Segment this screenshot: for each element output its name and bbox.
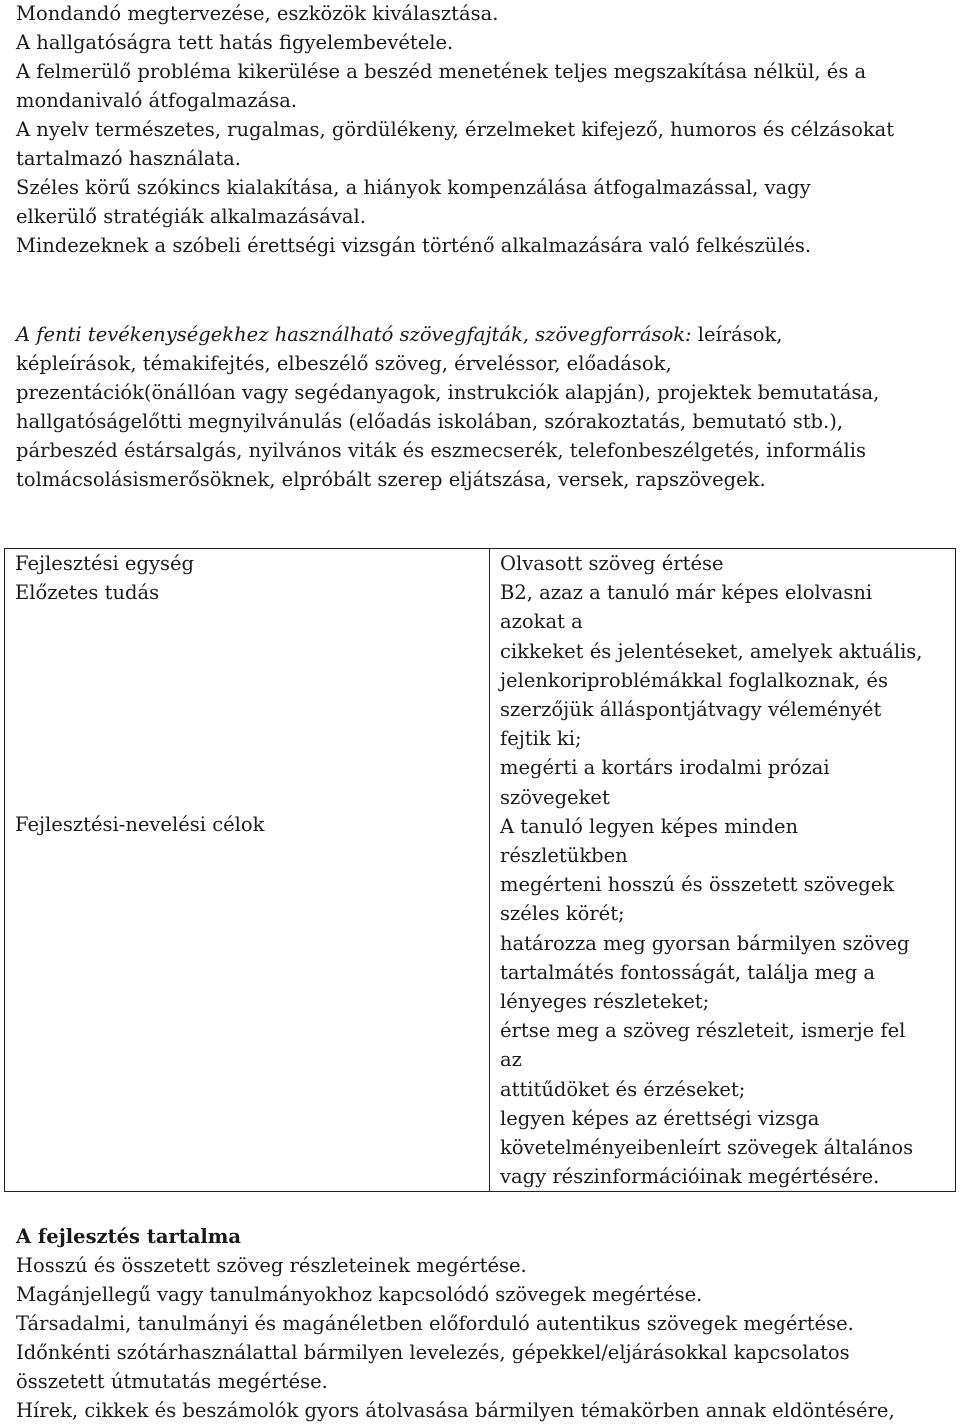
goal-line: széles körét;	[500, 902, 625, 926]
goal-line: attitűdöket és érzéseket;	[500, 1077, 746, 1101]
content-line: Társadalmi, tanulmányi és magánéletben előforduló autentikus szövegek megértése.	[16, 1312, 854, 1335]
prior-knowledge-line: szövegeket	[500, 785, 610, 809]
content-line: Időnkénti szótárhasználattal bármilyen levelezés, gépekkel/eljárásokkal kapcsolatos	[16, 1341, 850, 1364]
prior-knowledge-line: jelenkoriproblémákkal foglalkoznak, és	[500, 668, 888, 692]
section-heading: A fejlesztés tartalma	[16, 1225, 242, 1248]
goal-line: értse meg a szöveg részleteit, ismerje fel	[500, 1019, 906, 1043]
intro-line: Széles körű szókincs kialakítása, a hiányok kompenzálása átfogalmazással, vagy	[16, 176, 811, 199]
intro-line: elkerülő stratégiák alkalmazásával.	[16, 205, 366, 228]
content-line: összetett útmutatás megértése.	[16, 1370, 328, 1393]
goal-line: határozza meg gyorsan bármilyen szöveg	[500, 931, 910, 955]
content-line: Hosszú és összetett szöveg részleteinek megértése.	[16, 1254, 527, 1277]
text-sources-first-line	[16, 320, 956, 349]
text-sources-line: képleírások, témakifejtés, elbeszélő szöveg, érveléssor, előadások,	[16, 352, 672, 375]
content-section	[16, 1222, 956, 1425]
table-row	[5, 549, 956, 1192]
goal-line: megérteni hosszú és összetett szövegek	[500, 873, 895, 897]
intro-line: Mindezeknek a szóbeli érettségi vizsgán történő alkalmazására való felkészülés.	[16, 234, 812, 257]
intro-line: Mondandó megtervezése, eszközök kiválasztása.	[16, 2, 499, 25]
unit-value: Olvasott szöveg értése	[500, 552, 724, 575]
goal-line: tartalmátés fontosságát, találja meg a	[500, 960, 876, 984]
goal-line: lényeges részleteket;	[500, 990, 710, 1014]
goal-line: legyen képes az érettségi vizsga	[500, 1106, 820, 1130]
goals-label: Fejlesztési-nevelési célok	[15, 813, 265, 837]
prior-knowledge-line: megérti a kortárs irodalmi prózai	[500, 756, 830, 780]
text-sources-paragraph	[16, 320, 956, 494]
table-cell-content	[490, 549, 956, 1192]
prior-knowledge-line: fejtik ki;	[500, 727, 582, 751]
text-sources-first-rest: leírások,	[691, 323, 783, 346]
intro-paragraph	[16, 0, 956, 260]
goal-line: A tanuló legyen képes minden	[500, 814, 799, 838]
development-table	[4, 548, 956, 1192]
text-sources-line: tolmácsolásismerősöknek, elpróbált szerep eljátszása, versek, rapszövegek.	[16, 468, 766, 491]
text-sources-line: prezentációk(önállóan vagy segédanyagok, instrukciók alapján), projektek bemutatása,	[16, 381, 880, 404]
prior-knowledge-line: B2, azaz a tanuló már képes elolvasni	[500, 581, 873, 605]
goal-line: az	[500, 1048, 522, 1072]
document-page	[16, 0, 956, 494]
intro-line: tartalmazó használata.	[16, 147, 241, 170]
content-line: Hírek, cikkek és beszámolók gyors átolvasása bármilyen témakörben annak eldöntésére,	[16, 1399, 895, 1422]
intro-line: A nyelv természetes, rugalmas, gördülékeny, érzelmeket kifejező, humoros és célzásokat	[16, 118, 895, 141]
table-cell-label	[5, 549, 490, 1192]
prior-knowledge-line: szerzőjük álláspontjátvagy véleményét	[500, 698, 882, 722]
intro-line: A felmerülő probléma kikerülése a beszéd menetének teljes megszakítása nélkül, és a	[16, 60, 867, 83]
goal-line: részletükben	[500, 844, 628, 868]
text-sources-line: hallgatóságelőtti megnyilvánulás (előadás iskolában, szórakoztatás, bemutató stb.),	[16, 410, 844, 433]
intro-line: mondanivaló átfogalmazása.	[16, 89, 298, 112]
unit-label: Fejlesztési egység	[15, 552, 194, 575]
content-line: Magánjellegű vagy tanulmányokhoz kapcsolódó szövegek megértése.	[16, 1283, 703, 1306]
goal-line: vagy részinformációinak megértésére.	[500, 1165, 880, 1189]
text-sources-label: A fenti tevékenységekhez használható szövegfajták, szövegforrások:	[16, 323, 692, 346]
prior-knowledge-line: azokat a	[500, 610, 583, 634]
intro-line: A hallgatóságra tett hatás figyelembevétele.	[16, 31, 454, 54]
prior-knowledge-line: cikkeket és jelentéseket, amelyek aktuális,	[500, 639, 923, 663]
goal-line: követelményeibenleírt szövegek általános	[500, 1136, 914, 1160]
prior-knowledge-label: Előzetes tudás	[15, 581, 160, 605]
text-sources-line: párbeszéd éstársalgás, nyilvános viták és eszmecserék, telefonbeszélgetés, informális	[16, 439, 866, 462]
